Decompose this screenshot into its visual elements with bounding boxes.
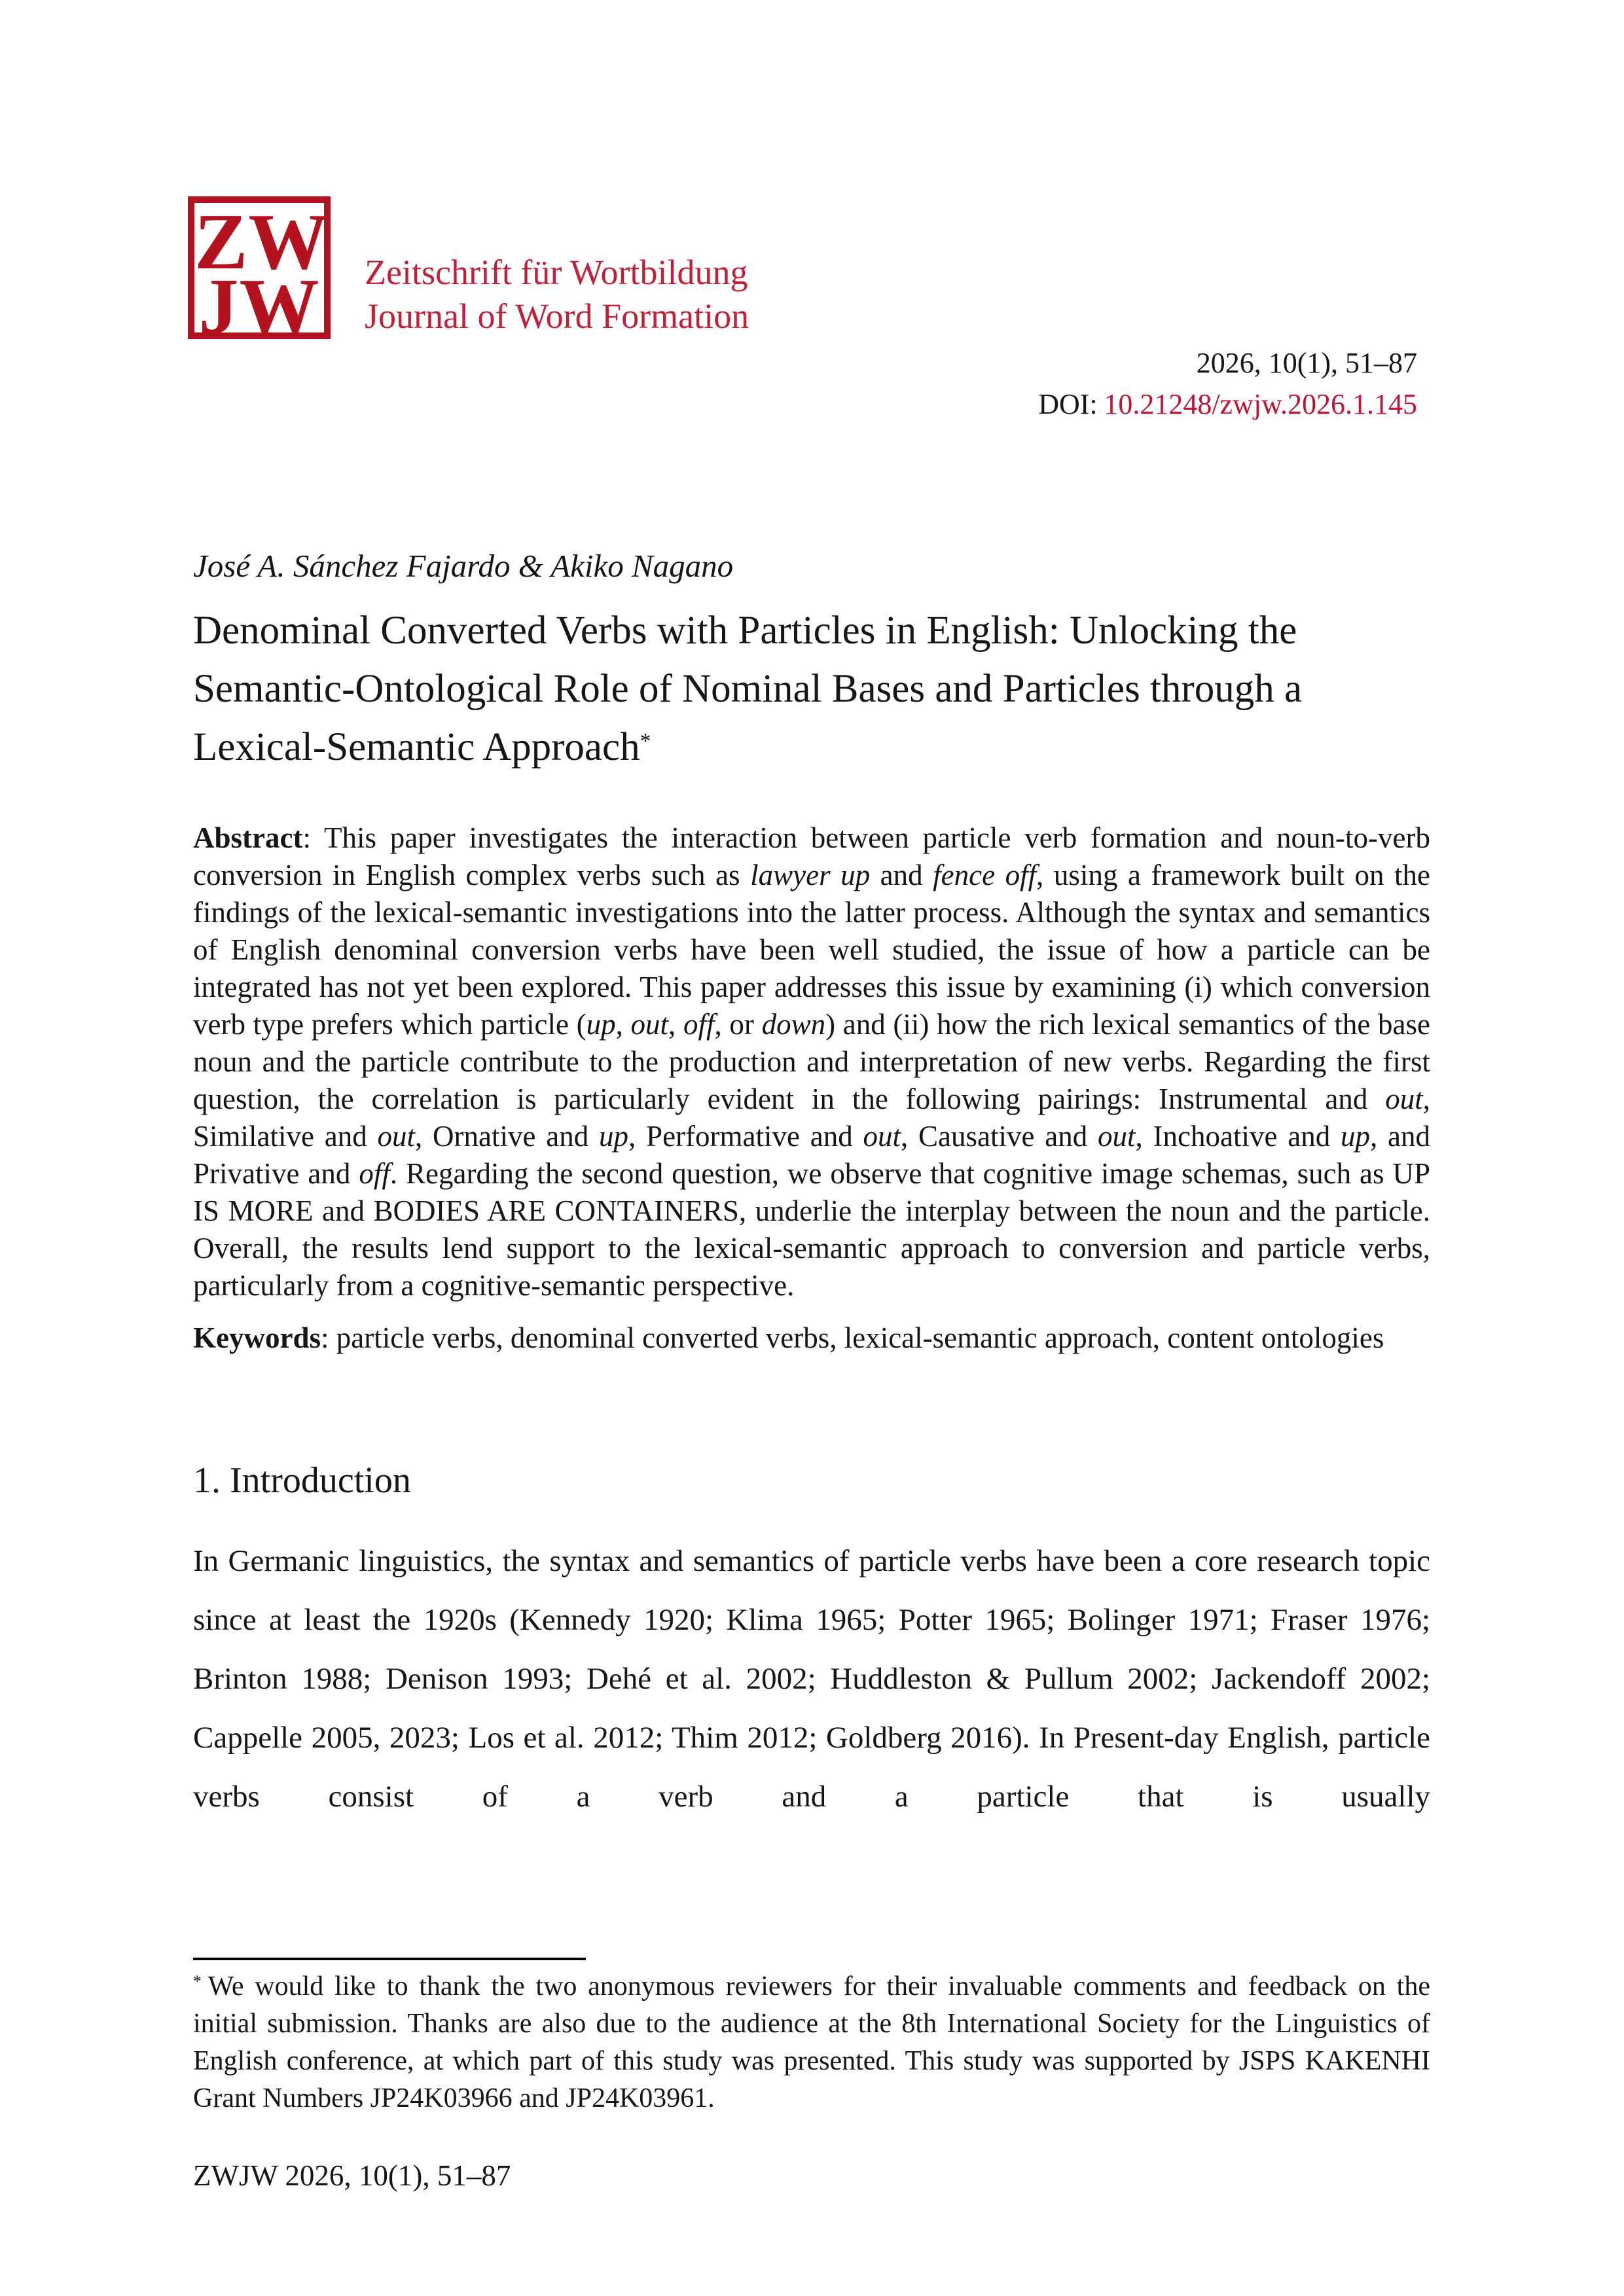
article-title (193, 601, 1430, 776)
logo-text-jw: JW (198, 262, 320, 351)
article-content (193, 0, 1430, 1826)
footnote-marker: * (193, 1973, 202, 1991)
doi-label: DOI: (1038, 388, 1098, 420)
footnote (193, 1968, 1430, 2117)
logo-text-zw: ZW (194, 198, 329, 286)
footnote-text: We would like to thank the two anonymous reviewers for their invaluable comments and feedback on the initial submission. Thanks are also due to the audience at the 8th International Society for the Linguistics of English conference, at which part of this study was presented. This study was supported by JSPS KAKENHI Grant Numbers JP24K03966 and JP24K03961. (193, 1971, 1430, 2113)
section-heading: 1. Introduction (193, 1460, 411, 1501)
abstract: Abstract: This paper investigates the interaction between particle verb formation and noun-to-verb conversion in English complex verbs such as lawyer up and fence off, using a framework built on the findings of the lexical-semantic investigations into the latter process. Although the syntax and semantics of English denominal conversion verbs have been well studied, the issue of how a particle can be integrated has not yet been explored. This paper addresses this issue by examining (i) which conversion verb type prefers which particle (up, out, off, or down) and (ii) how the rich lexical semantics of the base noun and the particle contribute to the production and interpretation of new verbs. Regarding the first question, the correlation is particularly evident in the following pairings: Instrumental and out, Similative and out, Ornative and up, Performative and out, Causative and out, Inchoative and up, and Privative and off. Regarding the second question, we observe that cognitive image schemas, such as UP IS MORE and BODIES ARE CONTAINERS, underlie the interplay between the noun and the particle. Overall, the results lend support to the lexical-semantic approach to conversion and particle verbs, particularly from a cognitive-semantic perspective. (193, 821, 1431, 1302)
journal-name-german: Zeitschrift für Wortbildung (365, 253, 748, 292)
doi-link[interactable]: 10.21248/zwjw.2026.1.145 (1104, 388, 1417, 420)
article-title-text: Denominal Converted Verbs with Particles in English: Unlocking the Semantic-Ontological Role of Nominal Bases and Particles through a Lexical-Semantic Approach (193, 609, 1303, 769)
intro-paragraph: In Germanic linguistics, the syntax and semantics of particle verbs have been a core research topic since at least the 1920s (Kennedy 1920; Klima 1965; Potter 1965; Bolinger 1971; Fraser 1976; Brinton 1988; Denison 1993; Dehé et al. 2002; Huddleston & Pullum 2002; Jackendoff 2002; Cappelle 2005, 2023; Los et al. 2012; Thim 2012; Goldberg 2016). In Present-day English, particle verbs consist of a verb and a particle that is usually (193, 1544, 1430, 1814)
journal-name-english: Journal of Word Formation (365, 296, 749, 336)
keywords: Keywords: particle verbs, denominal converted verbs, lexical-semantic approach, content ontologies (193, 1321, 1384, 1354)
page-footer: ZWJW 2026, 10(1), 51–87 (193, 2159, 511, 2192)
footnote-divider (193, 1958, 586, 1960)
authors: José A. Sánchez Fajardo & Akiko Nagano (193, 548, 734, 584)
title-footnote-marker: * (640, 728, 651, 753)
issue-citation: 2026, 10(1), 51–87 (1196, 347, 1417, 379)
